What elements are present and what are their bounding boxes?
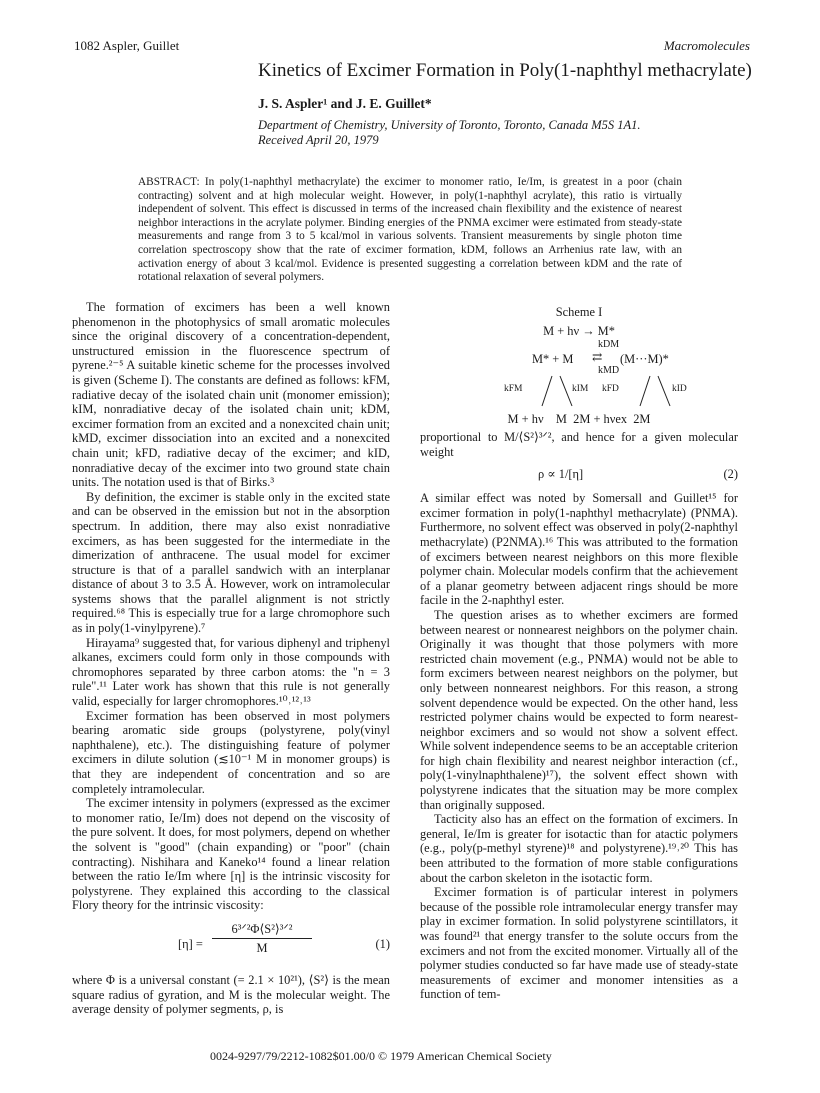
equation-1 xyxy=(72,919,390,969)
k-id-label: kID xyxy=(672,384,687,394)
paragraph: The formation of excimers has been a well known phenomenon in the photophysics of small aromatic molecules since the original discovery of a concentration-dependent, unstructured emission in the fluorescence spectrum of pyrene.²⁻⁵ A suitable kinetic scheme for the processes involved is given (Scheme I). The constants are defined as follows: kFM, radiative decay of the isolated chain unit (monomer emission); kIM, nonradiative decay of the isolated chain unit; kDM, excimer formation from an excited and a nonexcited chain unit; kMD, excimer dissociation into an excited and a nonexcited chain unit; kFD, radiative decay of the excimer; and kID, nonradiative decay of the excimer into two ground state chain units. The notation used is that of Birks.³ xyxy=(72,300,390,490)
eq2-number: (2) xyxy=(723,467,738,482)
paragraph: where Φ is a universal constant (= 2.1 × 10²¹), ⟨S²⟩ is the mean square radius of gyration, and M is the molecular weight. The average density of polymer segments, ρ, is xyxy=(72,972,390,1017)
scheme-left-species: M* + M xyxy=(532,352,574,366)
scheme-title: Scheme I xyxy=(555,305,603,319)
eq1-number: (1) xyxy=(375,936,390,951)
k-fm-label: kFM xyxy=(504,384,523,394)
paragraph: A similar effect was noted by Somersall and Guillet¹⁵ for excimer formation in poly(1-naphthyl methacrylate) (PNMA). Furthermore, no solvent effect was observed in poly(2-naphthyl methacrylate) (P2NMA).¹⁶ This was attributed to the formation of excimers between nearest neighbors on this more flexible polymer chain. Molecular models confirm that the achievement of a planar geometry between adjacent rings should be more facile in the 2-naphthyl ester. xyxy=(420,491,738,608)
scheme-products: M + hν M 2M + hνex 2M xyxy=(507,412,651,426)
footer-copyright: 0024-9297/79/2212-1082$01.00/0 © 1979 American Chemical Society xyxy=(210,1049,552,1063)
equilibrium-arrows: ⇄ xyxy=(592,350,603,364)
paragraph: Hirayama⁹ suggested that, for various diphenyl and triphenyl alkanes, excimers could form only in those compounds with chromophores separated by three carbon atoms: the "n = 3 rule".¹¹ Later work has shown that this rule is not generally valid, especially for larger chromophores.¹⁰˒¹²˒¹³ xyxy=(72,635,390,709)
equation-2 xyxy=(420,463,738,487)
paragraph: The excimer intensity in polymers (expressed as the excimer to monomer ratio, Ie/Im) does not depend on the viscosity of the pure solvent. It does, for most polymers, depend on whether the solvent is "good" (chain expanding) or "poor" (chain contracting). Nishihara and Kaneko¹⁴ found a linear relation between the ratio Ie/Im where [η] is the intrinsic viscosity for polystyrene. They explained this according to the classical Flory theory for the intrinsic viscosity: xyxy=(72,796,390,913)
article-title: Kinetics of Excimer Formation in Poly(1-naphthyl methacrylate) xyxy=(258,60,752,81)
scheme-excimer: (M···M)* xyxy=(620,352,669,366)
authors: J. S. Aspler¹ and J. E. Guillet* xyxy=(258,96,432,111)
k-im-label: kIM xyxy=(572,384,589,394)
eq2-body: ρ ∝ 1/[η] xyxy=(538,467,584,482)
k-md-label: kMD xyxy=(598,365,620,376)
eq1-denominator: M xyxy=(256,940,268,955)
paragraph: proportional to M/⟨S²⟩³ᐟ², and hence for a given molecular weight xyxy=(420,430,738,459)
paragraph: The question arises as to whether excimers are formed between nearest or nonnearest neighbors on the polymer chain. Originally it was thought that those polymers with more restricted chain movement (e.g., PNMA) would not be able to form excimers between nearest neighbors on the polymer, but only between nonnearest neighbors. For this reason, a strong solvent dependence would be expected. On the other hand, less restricted polymer chains would be expected to form nearest-neighbor excimers and so would not show a solvent effect. While solvent independence seems to be an acceptable criterion for high chain flexibility and nearest neighbor interaction (cf., poly(1-vinylnaphthalene)¹⁷), the solvent effect shown with polystyrene indicates that the situation may be more complex than originally supposed. xyxy=(420,607,738,812)
scheme-1 xyxy=(420,300,738,430)
left-column xyxy=(72,300,390,1017)
paragraph: Excimer formation has been observed in most polymers bearing aromatic side groups (polystyrene, poly(vinyl naphthalene), etc.). The distinguishing feature of polymer excimers in dilute solution (≲10⁻¹ M in monomer groups) is that they are independent of concentration and so are completely intramolecular. xyxy=(72,708,390,796)
k-dm-label: kDM xyxy=(598,339,620,350)
fraction-bar xyxy=(212,938,312,939)
k-fd-label: kFD xyxy=(602,384,619,394)
abstract: ABSTRACT: In poly(1-naphthyl methacrylate) the excimer to monomer ratio, Ie/Im, is greatest in a poor (chain contracting) solvent and at high molecular weight. However, in poly(1-naphthyl acrylate), this ratio is virtually independent of solvent. This effect is discussed in terms of the increased chain flexibility and the existence of nearest neighbor interactions in the acrylate polymer. Binding energies of the PNMA excimer were estimated from steady-state measurements and range from 3 to 5 kcal/mol in various solvents. Transient measurements by single photon time correlation spectroscopy show that the rate of excimer formation, kDM, follows an Arrhenius rate law, with an activation energy of about 3 kcal/mol. Evidence is presented suggesting a correlation between kDM and the rate of rotational relaxation of several polymers. xyxy=(138,176,682,284)
eq1-lhs: [η] = xyxy=(178,936,203,951)
running-header-left: 1082 Aspler, Guillet xyxy=(74,38,180,53)
paragraph: By definition, the excimer is stable only in the excited state and can be observed in the emission but not in the absorption spectrum. In addition, there may also exist nonradiative excimers, as has been suggested for the intermediate in the dimerization of anthracene. The usual model for excimer structure is that of a parallel sandwich with an interplanar distance of about 3 to 3.5 Å. However, work on intramolecular systems shows that the parallel alignment is not strictly required.⁶⁸ This is especially true for a large chromophore such as in poly(1-vinylpyrene).⁷ xyxy=(72,489,390,636)
journal-name: Macromolecules xyxy=(663,38,750,53)
received-date: Received April 20, 1979 xyxy=(258,133,379,147)
paragraph: Excimer formation is of particular interest in polymers because of the possible role intramolecular energy transfer may play in excimer formation. In solid polystyrene scintillators, it was found²¹ that energy transfer to the solute occurs from the excimers and not from the excited monomer. Virtually all of the polymer studies conducted so far have made use of steady-state measurements of excimer and monomer intensities as a function of tem- xyxy=(420,885,738,1002)
affiliation: Department of Chemistry, University of Toronto, Toronto, Canada M5S 1A1. xyxy=(258,118,641,132)
eq1-numerator: 6³ᐟ²Φ⟨S²⟩³ᐟ² xyxy=(231,921,293,936)
scheme-line-1: M + hν → M* xyxy=(543,324,615,338)
right-column xyxy=(420,300,738,1002)
paragraph: Tacticity also has an effect on the formation of excimers. In general, Ie/Im is greater for isotactic than for atactic polymers (e.g., poly(p-methyl styrene)¹⁸ and polystyrene).¹⁹˒²⁰ This has been attributed to the formation of more stable configurations about the carbon skeleton in the isotactic form. xyxy=(420,812,738,885)
